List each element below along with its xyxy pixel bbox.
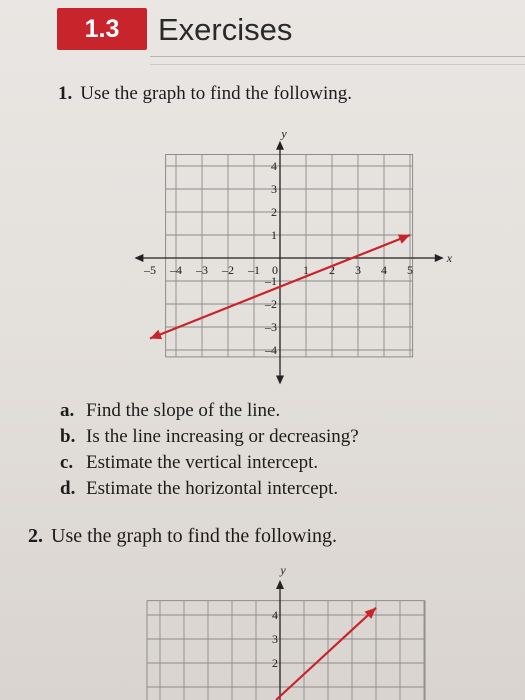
task-a-letter: a. [60, 400, 75, 421]
task-c-text: Estimate the vertical intercept. [86, 452, 319, 473]
problem-2-graph [135, 560, 435, 700]
section-title: Exercises [158, 12, 293, 47]
problem-1-graph [130, 118, 453, 388]
y-tick-label: –1 [265, 274, 277, 288]
y-tick-label: 4 [272, 608, 278, 622]
y-tick-label: 1 [271, 228, 277, 242]
task-a-text: Find the slope of the line. [86, 400, 281, 421]
problem-1-text: Use the graph to find the following. [80, 83, 353, 104]
header-rule [150, 56, 525, 57]
data-line [276, 608, 376, 700]
problem-2-text: Use the graph to find the following. [51, 525, 338, 547]
y-axis-arrow-up [276, 580, 284, 589]
y-tick-label: 3 [272, 632, 278, 646]
section-number-badge: 1.3 [57, 8, 147, 50]
x-axis-label: x [446, 251, 453, 265]
task-b-text: Is the line increasing or decreasing? [86, 426, 359, 447]
y-tick-label: 2 [272, 656, 278, 670]
x-axis-arrow-left [134, 254, 143, 262]
x-tick-label: 0 [272, 263, 278, 277]
section-header [0, 0, 525, 60]
task-c [60, 450, 359, 476]
x-tick-label: –1 [248, 263, 260, 277]
problem-1-tasks [60, 398, 359, 502]
y-tick-label: 4 [271, 159, 277, 173]
task-a [60, 398, 359, 424]
problem-1-prompt [58, 82, 352, 106]
task-b-letter: b. [60, 426, 76, 447]
x-tick-label: 4 [381, 263, 387, 277]
task-c-letter: c. [60, 452, 74, 473]
grid-border [166, 155, 413, 357]
y-axis-arrow-up [276, 141, 284, 150]
problem-2-prompt [28, 524, 337, 548]
task-d-letter: d. [60, 478, 76, 499]
x-tick-label: 3 [355, 263, 361, 277]
y-tick-label: –4 [265, 343, 277, 357]
x-tick-label: 2 [329, 263, 335, 277]
y-axis-label: y [280, 563, 286, 577]
header-rule-secondary [150, 64, 525, 65]
x-tick-label: –4 [170, 263, 182, 277]
y-tick-label: –2 [265, 297, 277, 311]
x-tick-label: –3 [196, 263, 208, 277]
y-tick-label: –3 [265, 320, 277, 334]
task-b [60, 424, 359, 450]
problem-2-number: 2. [28, 525, 43, 547]
x-tick-label: 5 [407, 263, 413, 277]
x-tick-label: –5 [144, 263, 156, 277]
x-axis-arrow-right [435, 254, 444, 262]
x-tick-label: 1 [303, 263, 309, 277]
task-d [60, 476, 359, 502]
y-axis-label: y [281, 126, 287, 141]
problem-1-number: 1. [58, 83, 73, 104]
task-d-text: Estimate the horizontal intercept. [86, 478, 339, 499]
x-tick-label: –2 [222, 263, 234, 277]
y-tick-label: 2 [271, 205, 277, 219]
y-axis-arrow-down [276, 376, 284, 385]
y-tick-label: 3 [271, 182, 277, 196]
